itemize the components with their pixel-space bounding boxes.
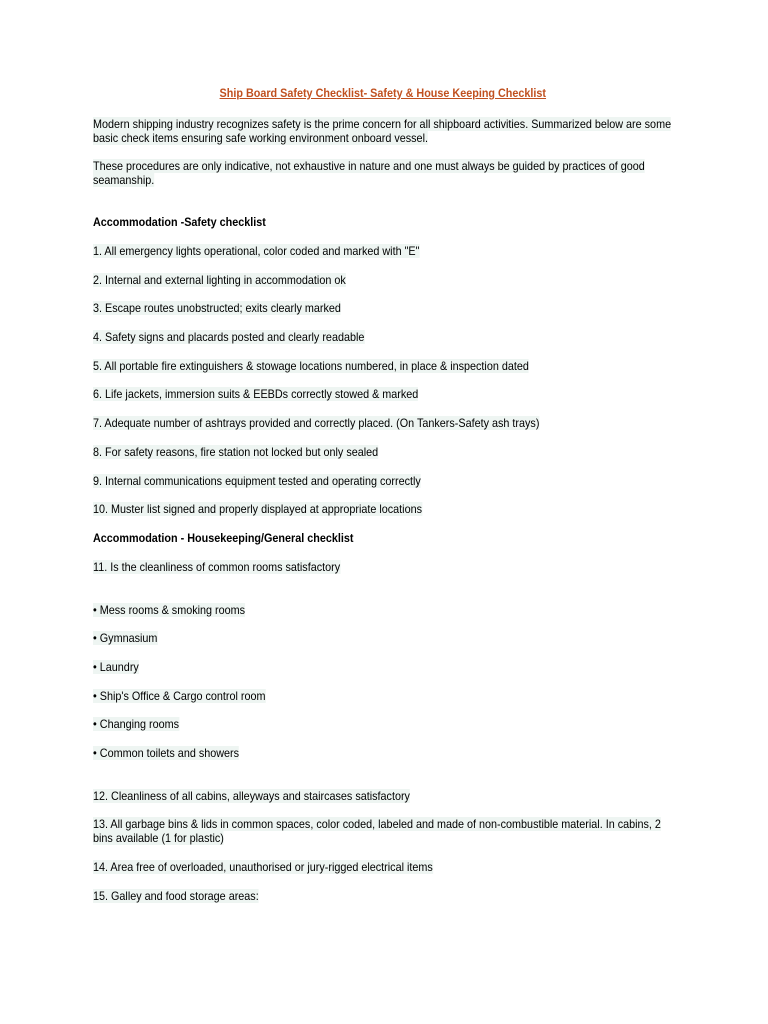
checklist-item-5: 5. All portable fire extinguishers & stowage locations numbered, in place & inspection dated: [93, 358, 529, 373]
intro-paragraph-1: [93, 117, 673, 145]
checklist-item-15: 15. Galley and food storage areas:: [93, 888, 259, 903]
intro-text-2: These procedures are only indicative, not exhaustive in nature and one must always be guided by practices of good seamanship.: [93, 159, 645, 187]
section-heading-safety: Accommodation -Safety checklist: [93, 215, 266, 229]
checklist-item-13: 13. All garbage bins & lids in common spaces, color coded, labeled and made of non-combustible material. In cabins, 2 bins available (1 for plastic): [93, 817, 661, 846]
bullet-item-gymnasium: • Gymnasium: [93, 631, 158, 646]
intro-paragraph-2: [93, 159, 673, 187]
checklist-item-14: 14. Area free of overloaded, unauthorised or jury-rigged electrical items: [93, 860, 433, 875]
bullet-item-laundry: • Laundry: [93, 659, 139, 674]
document-page: [93, 86, 673, 917]
checklist-item-9: 9. Internal communications equipment tested and operating correctly: [93, 473, 421, 488]
bullet-item-changing-rooms: • Changing rooms: [93, 717, 180, 732]
checklist-item-10: 10. Muster list signed and properly displayed at appropriate locations: [93, 502, 422, 517]
spacer: [93, 775, 673, 789]
checklist-item-8: 8. For safety reasons, fire station not locked but only sealed: [93, 444, 379, 459]
bullet-item-toilets: • Common toilets and showers: [93, 746, 240, 760]
document-title: Ship Board Safety Checklist- Safety & House Keeping Checklist: [219, 86, 547, 100]
section-heading-housekeeping: Accommodation - Housekeeping/General checklist: [93, 530, 354, 545]
checklist-item-7: 7. Adequate number of ashtrays provided and correctly placed. (On Tankers-Safety ash trays): [93, 416, 540, 431]
checklist-item-2: 2. Internal and external lighting in accommodation ok: [93, 272, 346, 287]
intro-text-1: Modern shipping industry recognizes safety is the prime concern for all shipboard activities. Summarized below are some basic check items ensuring safe working environment onboard vessel.: [93, 117, 672, 145]
spacer: [93, 589, 673, 603]
checklist-item-12: 12. Cleanliness of all cabins, alleyways and staircases satisfactory: [93, 788, 410, 803]
bullet-item-mess-rooms: • Mess rooms & smoking rooms: [93, 602, 246, 617]
bullet-item-office: • Ship's Office & Cargo control room: [93, 688, 266, 703]
checklist-item-6: 6. Life jackets, immersion suits & EEBDs correctly stowed & marked: [93, 387, 419, 402]
checklist-item-4: 4. Safety signs and placards posted and clearly readable: [93, 330, 365, 345]
checklist-item-1: 1. All emergency lights operational, color coded and marked with "E": [93, 244, 420, 258]
checklist-item-3: 3. Escape routes unobstructed; exits clearly marked: [93, 301, 341, 316]
checklist-item-11: 11. Is the cleanliness of common rooms satisfactory: [93, 559, 341, 574]
